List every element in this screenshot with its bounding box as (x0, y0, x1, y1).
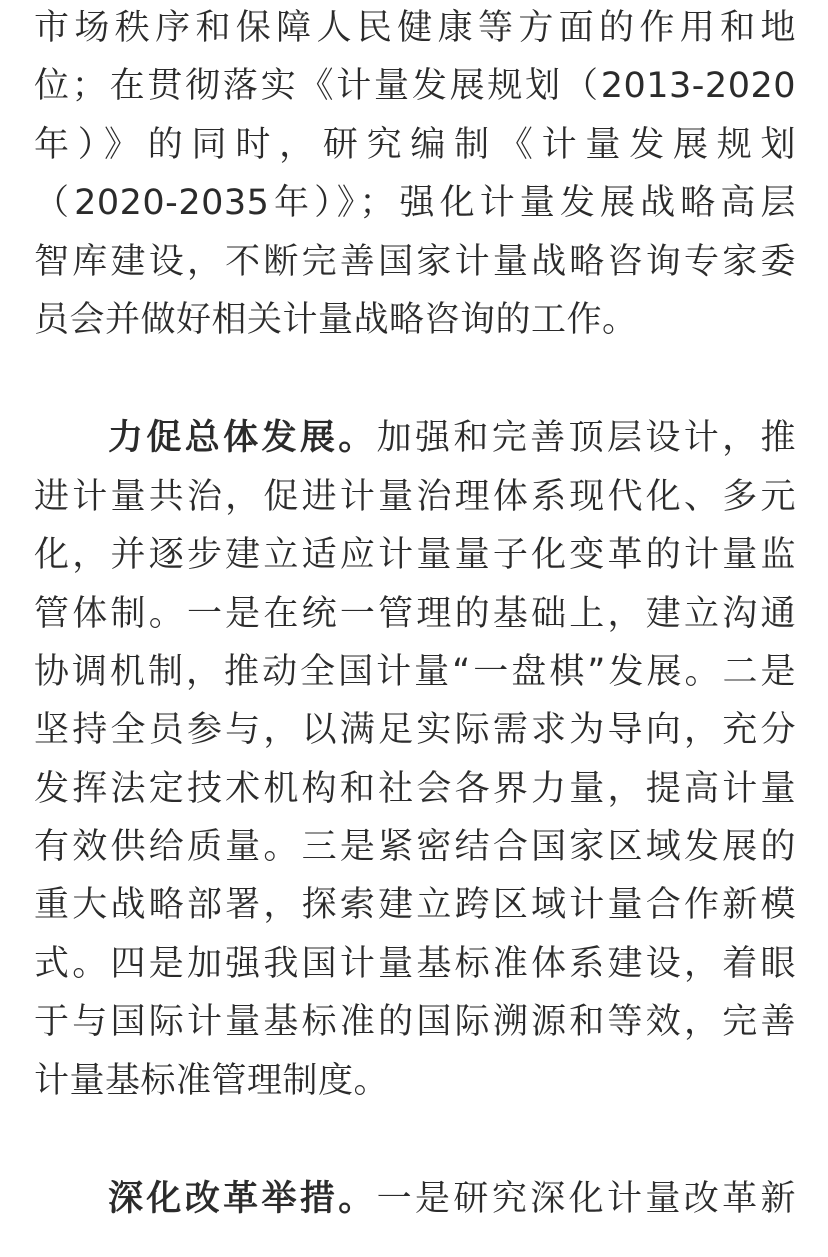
paragraph-line: 坚持全员参与，以满足实际需求为导向，充分 (34, 710, 796, 751)
paragraph-first-line (34, 1170, 796, 1228)
paragraph-text: 加强和完善顶层设计，推 (376, 418, 796, 459)
paragraph-line: 智库建设，不断完善国家计量战略咨询专家委 (34, 241, 796, 282)
paragraph-line: 管体制。一是在统一管理的基础上，建立沟通 (34, 593, 796, 634)
paragraph-text: 一是研究深化计量改革新 (376, 1179, 796, 1220)
paragraph-line: 年）》的同时，研究编制《计量发展规划 (34, 124, 796, 165)
paragraph-line: 计量基标准管理制度。 (34, 1060, 390, 1101)
paragraph-line: （2020-2035年）》；强化计量发展战略高层 (34, 183, 796, 224)
paragraph-3 (34, 1170, 796, 1228)
paragraph-line: 进计量共治，促进计量治理体系现代化、多元 (34, 476, 796, 517)
paragraph-line: 市场秩序和保障人民健康等方面的作用和地 (34, 8, 796, 48)
paragraph-heading: 力促总体发展。 (108, 418, 377, 459)
paragraph-line: 协调机制，推动全国计量“一盘棋”发展。二是 (34, 651, 796, 692)
paragraph-line: 化，并逐步建立适应计量量子化变革的计量监 (34, 535, 796, 576)
paragraph-line: 重大战略部署，探索建立跨区域计量合作新模 (34, 885, 796, 926)
paragraph-line: 发挥法定技术机构和社会各界力量，提高计量 (34, 768, 796, 809)
paragraph-spacer (34, 349, 796, 409)
paragraph-1 (34, 0, 796, 349)
paragraph-first-line (34, 409, 796, 467)
paragraph-line: 位；在贯彻落实《计量发展规划（2013-2020 (34, 66, 796, 107)
paragraph-line: 于与国际计量基标准的国际溯源和等效，完善 (34, 1002, 796, 1043)
paragraph-line: 有效供给质量。三是紧密结合国家区域发展的 (34, 827, 796, 868)
article-body (34, 0, 796, 1228)
paragraph-line: 式。四是加强我国计量基标准体系建设，着眼 (34, 943, 796, 984)
paragraph-heading: 深化改革举措。 (108, 1179, 377, 1220)
paragraph-line: 员会并做好相关计量战略咨询的工作。 (34, 299, 638, 340)
paragraph-2 (34, 409, 796, 1110)
paragraph-spacer (34, 1110, 796, 1170)
